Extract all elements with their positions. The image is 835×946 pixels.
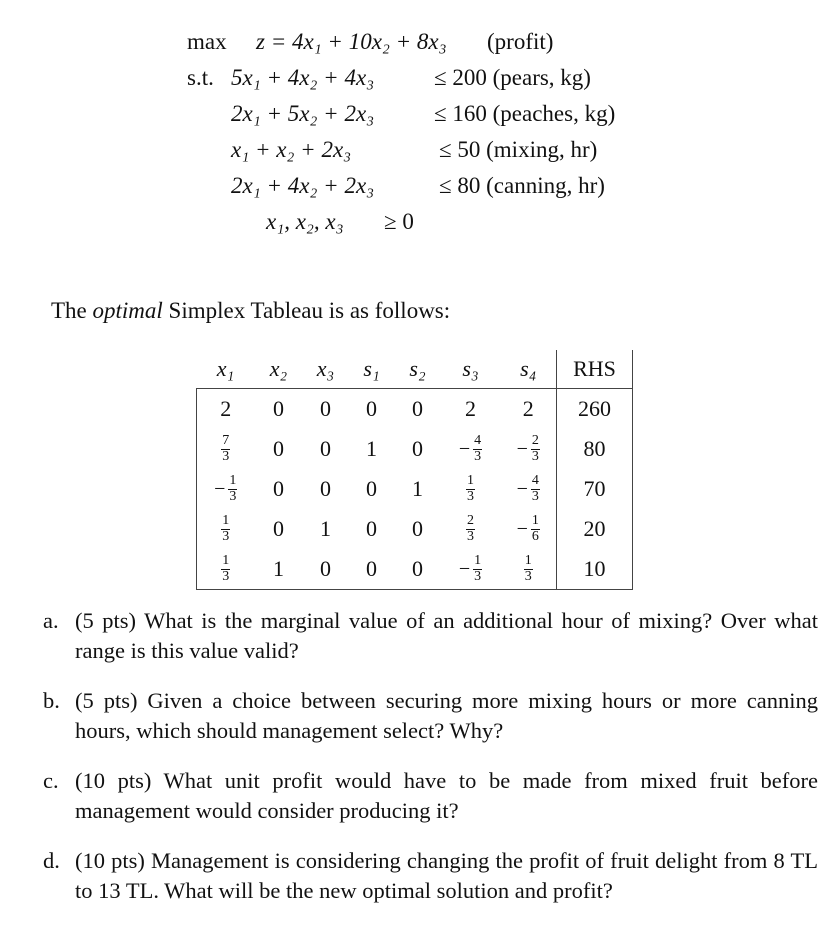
nonnegativity-rhs: ≥ 0	[384, 209, 414, 234]
tableau-cell: 0	[395, 389, 441, 430]
tableau-cell	[501, 429, 557, 469]
fraction: − $\frac{4}{3}$	[458, 432, 482, 464]
tableau-row	[197, 429, 633, 469]
tableau-cell: 0	[273, 516, 284, 541]
tableau-cell: 260	[557, 389, 633, 430]
column-header: x₃	[316, 356, 335, 381]
tableau-cell	[501, 549, 557, 590]
tableau-cell: 0	[349, 549, 395, 590]
tableau-cell: 2	[441, 389, 501, 430]
column-header: RHS	[557, 350, 633, 389]
intro-text: Simplex Tableau is as follows:	[162, 298, 451, 323]
tableau-cell	[441, 429, 501, 469]
tableau-cell: 1	[366, 436, 377, 461]
st-keyword: s.t.	[187, 65, 214, 90]
tableau-cell: 0	[273, 476, 284, 501]
question-text: (10 pts) Management is considering changing the profit of fruit delight from 8 TL to 13 TL. What will be the new optimal solution and profit?	[75, 848, 818, 903]
tableau-cell: 0	[320, 476, 331, 501]
tableau-cell: 0	[366, 476, 377, 501]
tableau-cell: 0	[412, 516, 423, 541]
fraction: $\frac{1}{3}$	[524, 552, 532, 584]
tableau-cell	[501, 469, 557, 509]
tableau-cell: 0	[255, 389, 303, 430]
tableau-cell	[501, 509, 557, 549]
intro-emphasis: optimal	[92, 298, 163, 323]
simplex-tableau	[196, 350, 633, 590]
nonnegativity-lhs: x₁, x₂, x₃	[266, 209, 344, 234]
fraction: $\frac{1}{3}$	[222, 552, 230, 584]
tableau-cell: 70	[557, 469, 633, 509]
objective-function: z = 4x₁ + 10x₂ + 8x₃	[256, 29, 447, 54]
fraction: − $\frac{1}{6}$	[516, 512, 539, 544]
column-header: s₂	[409, 356, 426, 381]
tableau-cell	[441, 549, 501, 590]
tableau-cell: 0	[349, 389, 395, 430]
tableau-cell: 0	[412, 436, 423, 461]
fraction: $\frac{1}{3}$	[222, 512, 230, 544]
tableau-cell: 0	[303, 389, 349, 430]
fraction: − $\frac{1}{3}$	[458, 552, 482, 584]
tableau-cell	[197, 549, 255, 590]
tableau-cell	[197, 429, 255, 469]
tableau-cell: 80	[557, 429, 633, 469]
tableau-row	[197, 469, 633, 509]
question-text: (5 pts) Given a choice between securing more mixing hours or more canning hours, which should management select? Why?	[75, 688, 818, 743]
tableau-header-row	[197, 350, 633, 389]
question-label: c.	[43, 768, 59, 793]
tableau-cell: 0	[395, 549, 441, 590]
objective-keyword: max	[187, 29, 227, 54]
column-header: x₁	[216, 356, 235, 381]
tableau-row	[197, 509, 633, 549]
tableau-cell: 1	[255, 549, 303, 590]
fraction: $\frac{2}{3}$	[467, 512, 474, 544]
tableau-cell: 2	[197, 389, 255, 430]
question-text: (5 pts) What is the marginal value of an additional hour of mixing? Over what range is this value valid?	[75, 608, 818, 663]
fraction: $\frac{1}{3}$	[467, 472, 474, 504]
question-label: d.	[43, 848, 60, 873]
constraint-rhs: ≤ 160 (peaches, kg)	[434, 101, 616, 126]
tableau-cell: 2	[501, 389, 557, 430]
tableau-intro	[51, 299, 450, 322]
question-label: b.	[43, 688, 60, 713]
constraint-lhs: 2x₁ + 5x₂ + 2x₃	[231, 101, 375, 126]
objective-annotation: (profit)	[487, 29, 554, 54]
fraction: − $\frac{4}{3}$	[516, 472, 539, 504]
tableau-cell	[197, 509, 255, 549]
column-header: x₂	[269, 356, 288, 381]
tableau-cell: 10	[557, 549, 633, 590]
column-header: s₄	[501, 350, 557, 389]
tableau-cell	[441, 509, 501, 549]
constraint-rhs: ≤ 80 (canning, hr)	[439, 173, 605, 198]
question-label: a.	[43, 608, 59, 633]
fraction: − $\frac{2}{3}$	[516, 432, 539, 464]
tableau-cell: 1	[412, 476, 423, 501]
constraint-lhs: 5x₁ + 4x₂ + 4x₃	[231, 65, 375, 90]
column-header: s₃	[462, 356, 479, 381]
tableau-cell: 0	[303, 549, 349, 590]
tableau-cell: 20	[557, 509, 633, 549]
tableau-cell: 0	[273, 436, 284, 461]
constraint-rhs: ≤ 200 (pears, kg)	[434, 65, 591, 90]
fraction: − $\frac{1}{3}$	[214, 472, 237, 504]
column-header: s₁	[363, 356, 380, 381]
tableau-cell: 1	[320, 516, 331, 541]
tableau-cell: 0	[320, 436, 331, 461]
constraint-rhs: ≤ 50 (mixing, hr)	[439, 137, 598, 162]
tableau-row	[197, 549, 633, 590]
tableau-cell	[441, 469, 501, 509]
intro-text: The	[51, 298, 93, 323]
tableau-row	[197, 389, 633, 430]
tableau-cell: 0	[366, 516, 377, 541]
question-text: (10 pts) What unit profit would have to be made from mixed fruit before management would consider producing it?	[75, 768, 818, 823]
fraction: $\frac{7}{3}$	[222, 432, 230, 464]
tableau-cell	[197, 469, 255, 509]
constraint-lhs: 2x₁ + 4x₂ + 2x₃	[231, 173, 375, 198]
constraint-lhs: x₁ + x₂ + 2x₃	[231, 137, 352, 162]
